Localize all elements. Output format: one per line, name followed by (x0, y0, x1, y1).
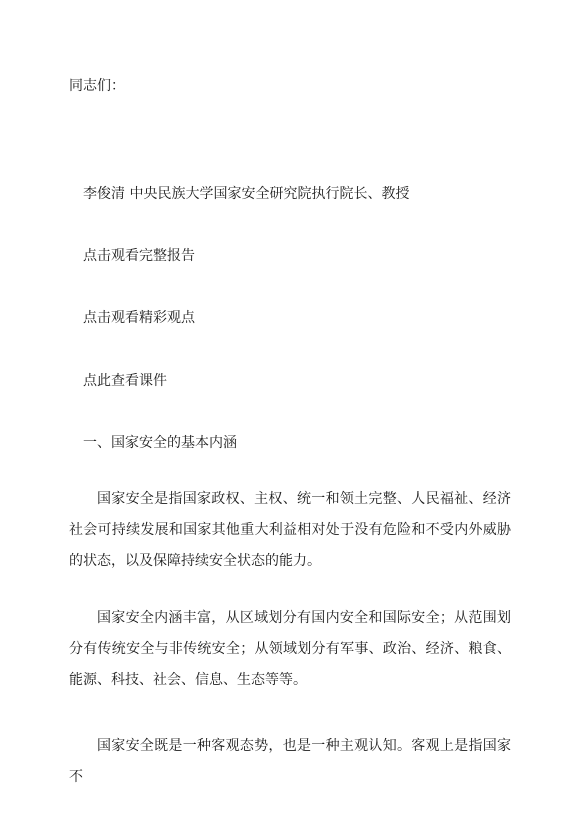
paragraph: 国家安全内涵丰富，从区域划分有国内安全和国际安全；从范围划分有传统安全与非传统安全；从领域划分有军事、政治、经济、粮食、能源、科技、社会、信息、生态等等。 (69, 610, 511, 688)
view-courseware-link[interactable]: 点此查看课件 (83, 373, 167, 389)
author-line: 李俊清 中央民族大学国家安全研究院执行院长、教授 (83, 186, 410, 202)
section-heading: 一、国家安全的基本内涵 (83, 435, 237, 451)
paragraph: 国家安全是指国家政权、主权、统一和领土完整、人民福祉、经济社会可持续发展和国家其他重大利益相对处于没有危险和不受内外威胁的状态，以及保障持续安全状态的能力。 (69, 491, 511, 569)
watch-full-report-link[interactable]: 点击观看完整报告 (83, 248, 195, 264)
paragraph: 国家安全既是一种客观态势，也是一种主观认知。客观上是指国家不 (69, 738, 511, 785)
watch-highlights-link[interactable]: 点击观看精彩观点 (83, 310, 195, 326)
greeting: 同志们： (69, 78, 125, 94)
